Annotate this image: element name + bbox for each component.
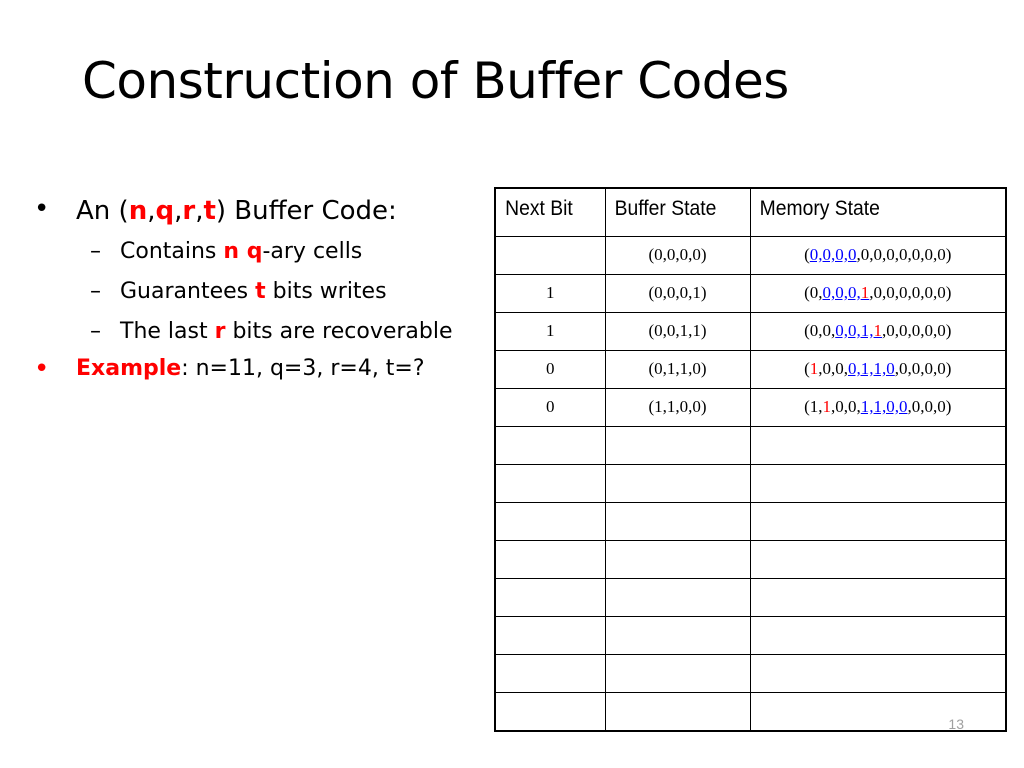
comma: , xyxy=(195,196,204,226)
cell-next-bit xyxy=(495,540,605,578)
memory-segment: 0,0,1, xyxy=(835,321,874,340)
memory-segment: (0, xyxy=(804,283,823,302)
memory-segment: 1,1,0,0 xyxy=(860,397,908,416)
cell-buffer-state: (0,0,0,1) xyxy=(605,274,750,312)
cell-memory-state xyxy=(750,426,1006,464)
table-row xyxy=(495,502,1006,540)
memory-segment: (1, xyxy=(804,397,823,416)
cell-next-bit xyxy=(495,578,605,616)
cell-next-bit xyxy=(495,426,605,464)
cell-memory-state xyxy=(750,350,1006,388)
cell-buffer-state xyxy=(605,692,750,731)
param-q: q xyxy=(155,196,175,226)
slide-title: Construction of Buffer Codes xyxy=(82,52,789,110)
cell-memory-state xyxy=(750,502,1006,540)
memory-segment: ,0,0,0,0) xyxy=(894,359,952,378)
sub-text: Contains xyxy=(120,239,224,264)
cell-next-bit xyxy=(495,464,605,502)
memory-segment: ,0,0, xyxy=(831,397,861,416)
memory-segment: ,0,0,0) xyxy=(907,397,952,416)
comma: , xyxy=(174,196,183,226)
sub-text: bits are recoverable xyxy=(225,319,453,344)
cell-memory-state xyxy=(750,236,1006,274)
table-row xyxy=(495,540,1006,578)
bullet-list xyxy=(30,194,480,384)
example-text: : n=11, q=3, r=4, t=? xyxy=(181,356,425,381)
header-next-bit: Next Bit xyxy=(495,188,596,236)
memory-segment: (0,0, xyxy=(804,321,836,340)
buffer-code-table xyxy=(494,187,1007,732)
example-label: Example xyxy=(76,356,182,381)
memory-segment: 1 xyxy=(809,359,819,378)
memory-segment: ,0,0,0,0,0) xyxy=(882,321,952,340)
memory-segment: 1 xyxy=(873,321,882,340)
sub-bullet-recoverable xyxy=(30,316,480,348)
table-row xyxy=(495,236,1006,274)
cell-buffer-state xyxy=(605,578,750,616)
cell-buffer-state xyxy=(605,464,750,502)
cell-next-bit xyxy=(495,692,605,731)
table-row xyxy=(495,654,1006,692)
cell-memory-state xyxy=(750,654,1006,692)
sub-bullet-writes xyxy=(30,276,480,308)
dash-icon: – xyxy=(90,279,101,304)
bullet-dot-icon: • xyxy=(34,194,50,224)
sub-bullet-cells xyxy=(30,236,480,268)
table-row xyxy=(495,426,1006,464)
sub-text: The last xyxy=(120,319,215,344)
memory-segment: ,0,0, xyxy=(818,359,848,378)
table-row xyxy=(495,578,1006,616)
memory-segment: ( xyxy=(804,245,810,264)
table-row xyxy=(495,388,1006,426)
sub-text: -ary cells xyxy=(262,239,363,264)
cell-memory-state xyxy=(750,540,1006,578)
table-header-row xyxy=(495,188,1006,236)
cell-buffer-state xyxy=(605,616,750,654)
cell-buffer-state: (0,0,0,0) xyxy=(605,236,750,274)
memory-segment: ,0,0,0,0,0,0,0) xyxy=(856,245,952,264)
bullet-buffer-code xyxy=(30,196,480,236)
cell-next-bit: 1 xyxy=(495,274,605,312)
param-t: t xyxy=(203,196,216,226)
cell-memory-state xyxy=(750,464,1006,502)
memory-segment: 1 xyxy=(860,283,870,302)
sub-emphasis: t xyxy=(255,279,266,304)
table-body xyxy=(495,236,1006,731)
bullet-prefix: An ( xyxy=(76,196,129,226)
header-buffer-state: Buffer State xyxy=(605,188,738,236)
sub-emphasis: r xyxy=(214,319,226,344)
param-r: r xyxy=(182,196,196,226)
cell-next-bit: 1 xyxy=(495,312,605,350)
cell-memory-state xyxy=(750,578,1006,616)
cell-buffer-state: (0,1,1,0) xyxy=(605,350,750,388)
memory-segment: 0,0,0,0 xyxy=(809,245,857,264)
comma: , xyxy=(147,196,156,226)
memory-segment: 0,0,0, xyxy=(822,283,861,302)
memory-segment: ,0,0,0,0,0,0) xyxy=(869,283,952,302)
cell-buffer-state xyxy=(605,426,750,464)
table-row xyxy=(495,274,1006,312)
cell-buffer-state xyxy=(605,654,750,692)
cell-memory-state xyxy=(750,274,1006,312)
table-row xyxy=(495,312,1006,350)
cell-next-bit xyxy=(495,616,605,654)
table-row xyxy=(495,464,1006,502)
header-memory-state: Memory State xyxy=(750,188,986,236)
cell-next-bit xyxy=(495,236,605,274)
cell-memory-state xyxy=(750,388,1006,426)
cell-memory-state xyxy=(750,692,1006,731)
dash-icon: – xyxy=(90,239,101,264)
memory-segment: 0,1,1,0 xyxy=(848,359,895,378)
table-row xyxy=(495,692,1006,731)
table-row xyxy=(495,350,1006,388)
cell-next-bit xyxy=(495,654,605,692)
cell-next-bit: 0 xyxy=(495,388,605,426)
cell-next-bit: 0 xyxy=(495,350,605,388)
bullet-dot-icon: • xyxy=(34,354,50,384)
bullet-suffix: ) Buffer Code: xyxy=(215,196,397,226)
page-number: 13 xyxy=(948,716,964,732)
sub-emphasis: n q xyxy=(223,239,263,264)
cell-memory-state xyxy=(750,616,1006,654)
bullet-example xyxy=(30,354,480,384)
cell-memory-state xyxy=(750,312,1006,350)
sub-text: Guarantees xyxy=(120,279,256,304)
dash-icon: – xyxy=(90,319,101,344)
table-row xyxy=(495,616,1006,654)
cell-buffer-state xyxy=(605,540,750,578)
cell-buffer-state: (0,0,1,1) xyxy=(605,312,750,350)
param-n: n xyxy=(128,196,148,226)
cell-next-bit xyxy=(495,502,605,540)
memory-segment: 1 xyxy=(822,397,831,416)
memory-segment: ( xyxy=(804,359,810,378)
cell-buffer-state: (1,1,0,0) xyxy=(605,388,750,426)
cell-buffer-state xyxy=(605,502,750,540)
sub-text: bits writes xyxy=(265,279,387,304)
